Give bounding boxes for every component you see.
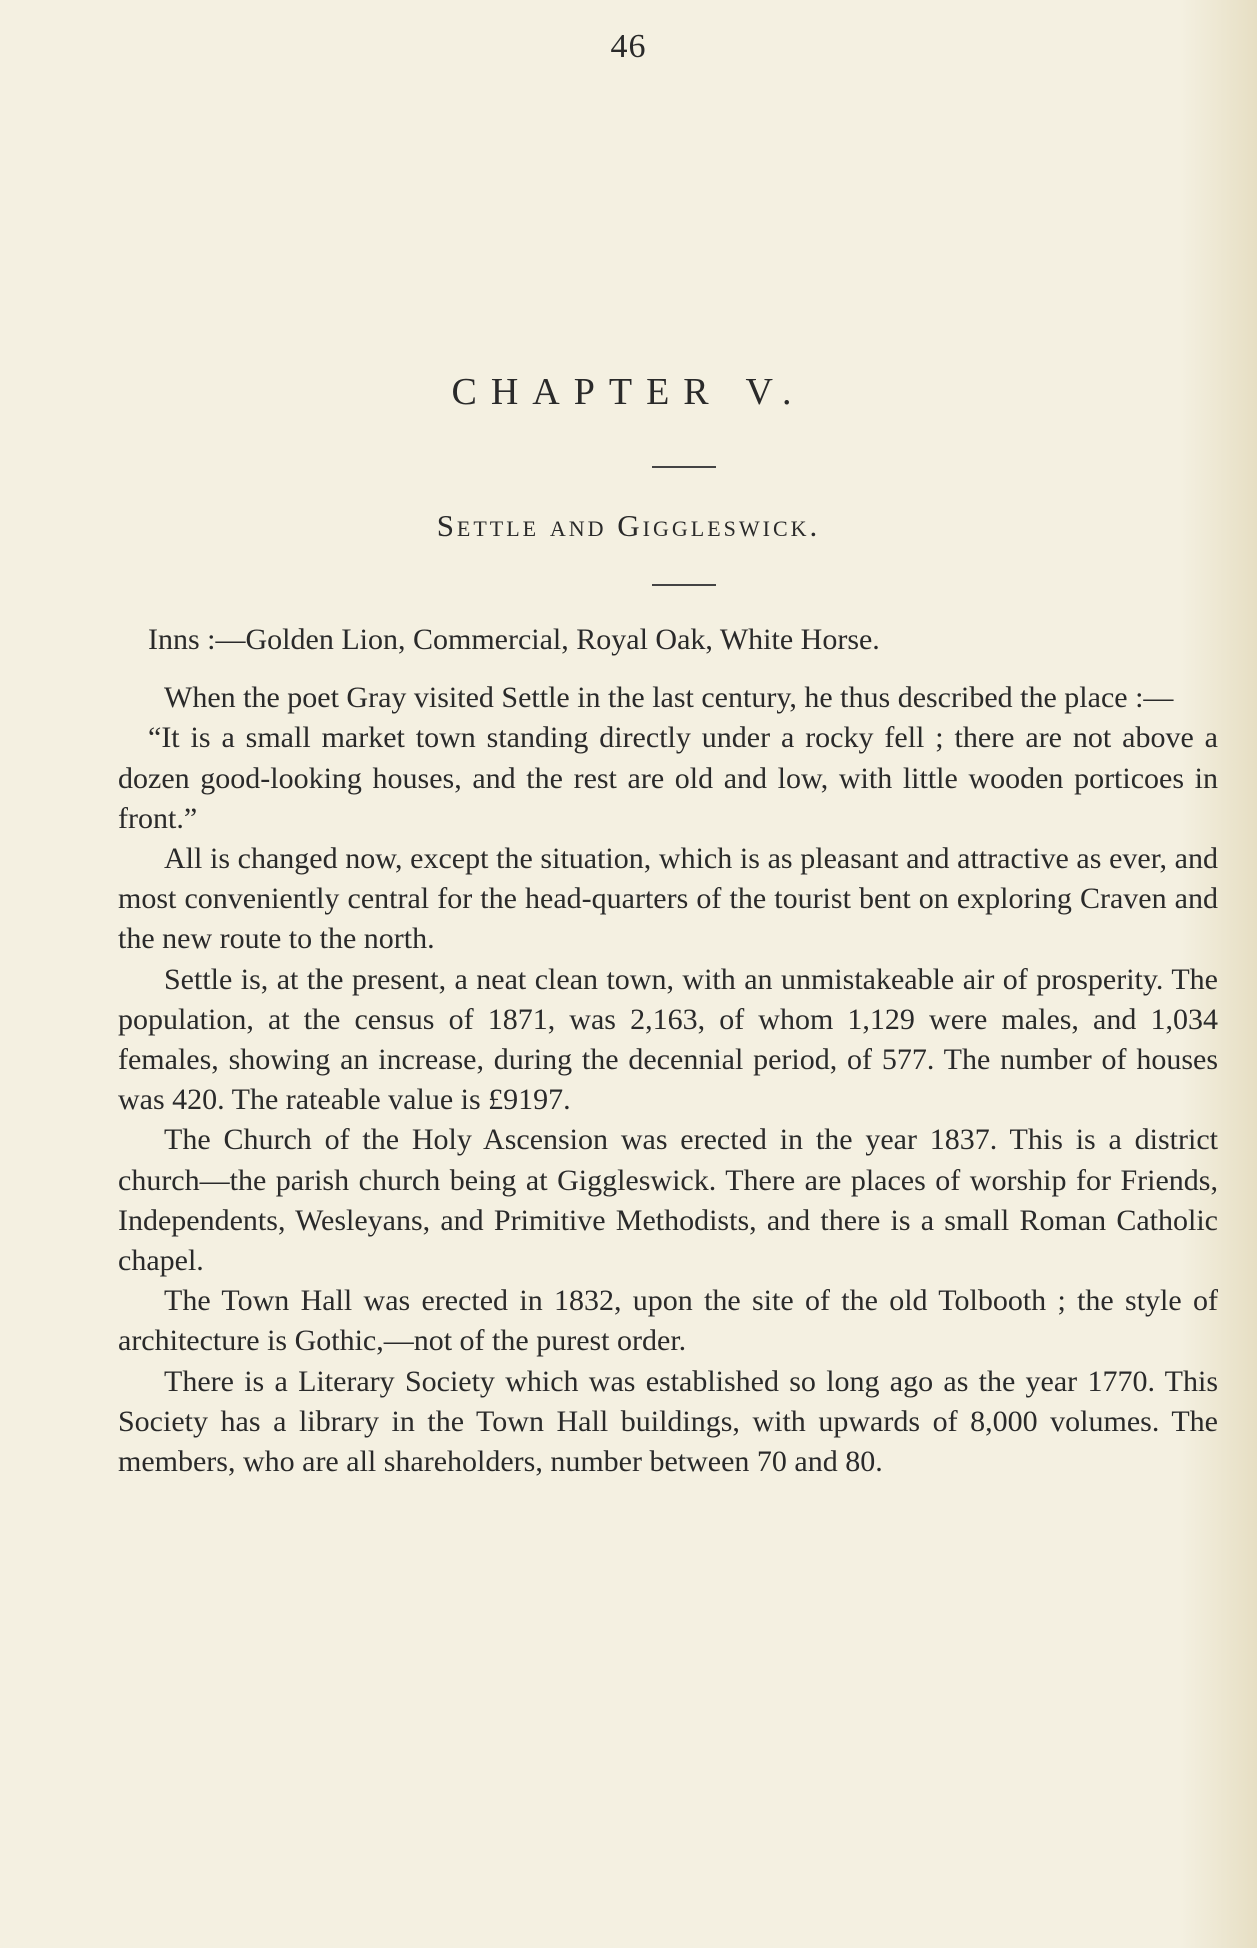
paragraph: When the poet Gray visited Settle in the last century, he thus described the place :—	[164, 681, 1174, 715]
divider-rule	[652, 466, 716, 468]
paragraph: The Church of the Holy Ascension was erected in the year 1837. This is a district church—the parish church being at Giggleswick. There are places of worship for Friends, Independents, Wesleyans, and Primitive Methodists, and there is a small Roman Catholic chapel.	[118, 1123, 1218, 1278]
paragraph: The Town Hall was erected in 1832, upon the site of the old Tolbooth ; the style of architecture is Gothic,—not of the purest order.	[118, 1284, 1218, 1358]
paragraph: There is a Literary Society which was established so long ago as the year 1770. This Society has a library in the Town Hall buildings, with upwards of 8,000 volumes. The members, who are all shareholders, number between 70 and 80.	[118, 1364, 1218, 1479]
section-title: Settle and Giggleswick.	[436, 508, 821, 543]
page-number: 46	[610, 28, 647, 65]
paragraph: Settle is, at the present, a neat clean town, with an unmistakeable air of prosperity. The population, at the census of 1871, was 2,163, of whom 1,129 were males, and 1,034 females, showing an increase, during the decennial period, of 577. The number of houses was 420. The rateable value is £9197.	[118, 962, 1218, 1117]
divider-rule	[652, 584, 716, 586]
chapter-title: CHAPTER V.	[451, 371, 806, 413]
page-body	[118, 620, 1218, 1482]
inns-line: Inns :—Golden Lion, Commercial, Royal Oak, White Horse.	[148, 623, 880, 656]
paragraph: All is changed now, except the situation, which is as pleasant and attractive as ever, and most conveniently central for the head-quarters of the tourist bent on exploring Craven and the new route to the north.	[118, 842, 1218, 956]
quote-paragraph: “It is a small market town standing directly under a rocky fell ; there are not above a dozen good-looking houses, and the rest are old and low, with little wooden porticoes in front.”	[118, 721, 1218, 835]
